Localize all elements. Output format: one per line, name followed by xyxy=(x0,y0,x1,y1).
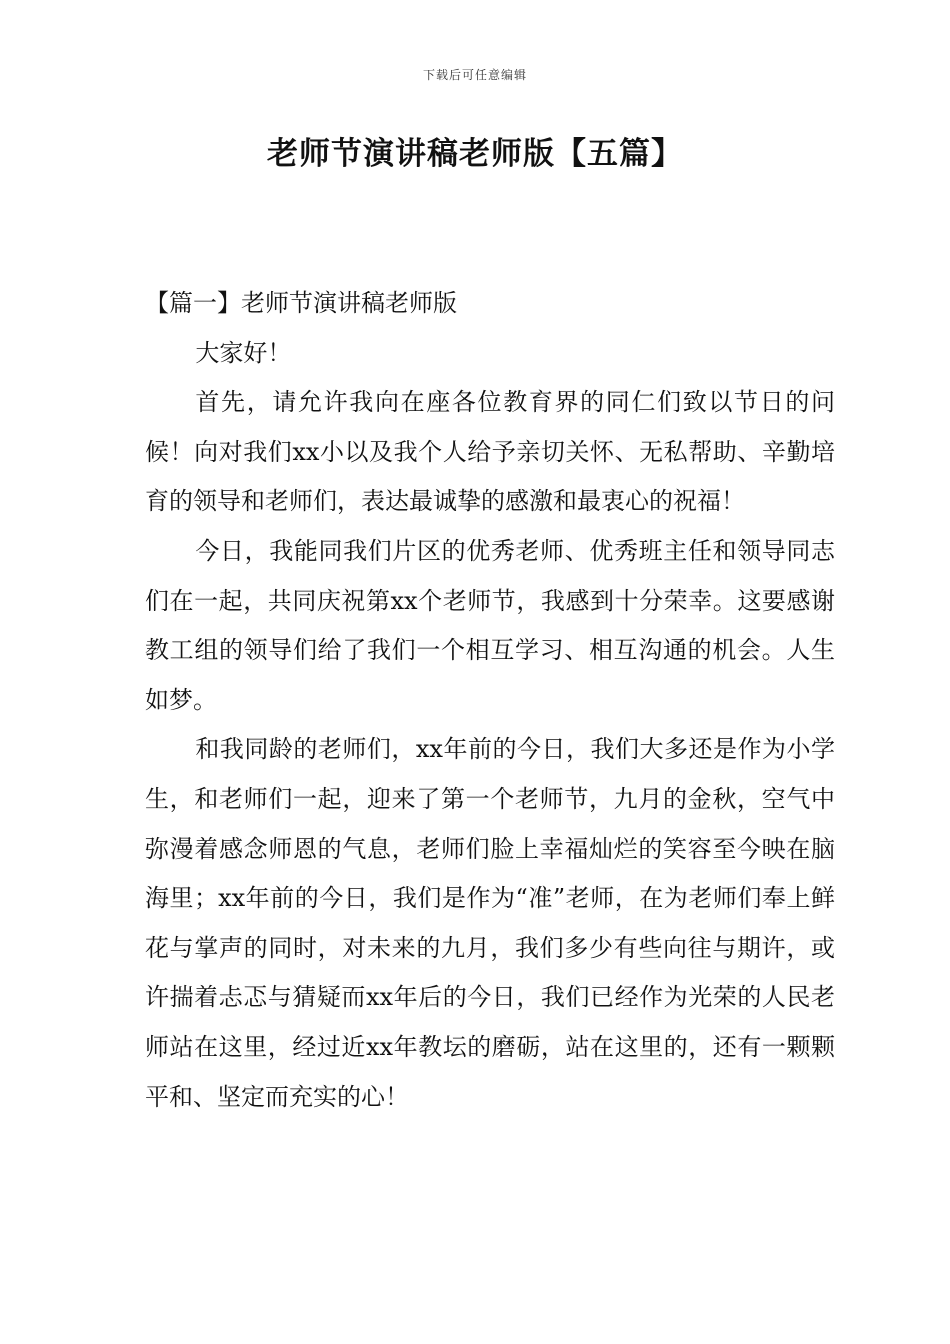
document-body xyxy=(145,279,835,1122)
paragraph: 首先，请允许我向在座各位教育界的同仁们致以节日的问候！向对我们xx小以及我个人给予亲切关怀、无私帮助、辛勤培育的领导和老师们，表达最诚挚的感激和最衷心的祝福！ xyxy=(145,388,835,516)
paragraph: 和我同龄的老师们，xx年前的今日，我们大多还是作为小学生，和老师们一起，迎来了第一个老师节，九月的金秋，空气中弥漫着感念师恩的气息，老师们脸上幸福灿烂的笑容至今映在脑海里；xx年前的今日，我们是作为“准”老师，在为老师们奉上鲜花与掌声的同时，对未来的九月，我们多少有些向往与期许，或许揣着忐忑与猜疑而xx年后的今日，我们已经作为光荣的人民老师站在这里，经过近xx年教坛的磨砺，站在这里的，还有一颗颗平和、坚定而充实的心！ xyxy=(145,735,835,1111)
section-heading: 【篇一】老师节演讲稿老师版 xyxy=(145,289,457,317)
paragraph-greeting: 大家好！ xyxy=(195,338,292,367)
header-note: 下载后可任意编辑 xyxy=(422,68,527,82)
document-title: 老师节演讲稿老师版【五篇】 xyxy=(267,136,683,172)
paragraph: 今日，我能同我们片区的优秀老师、优秀班主任和领导同志们在一起，共同庆祝第xx个老师节，我感到十分荣幸。这要感谢教工组的领导们给了我们一个相互学习、相互沟通的机会。人生如梦。 xyxy=(145,536,835,714)
